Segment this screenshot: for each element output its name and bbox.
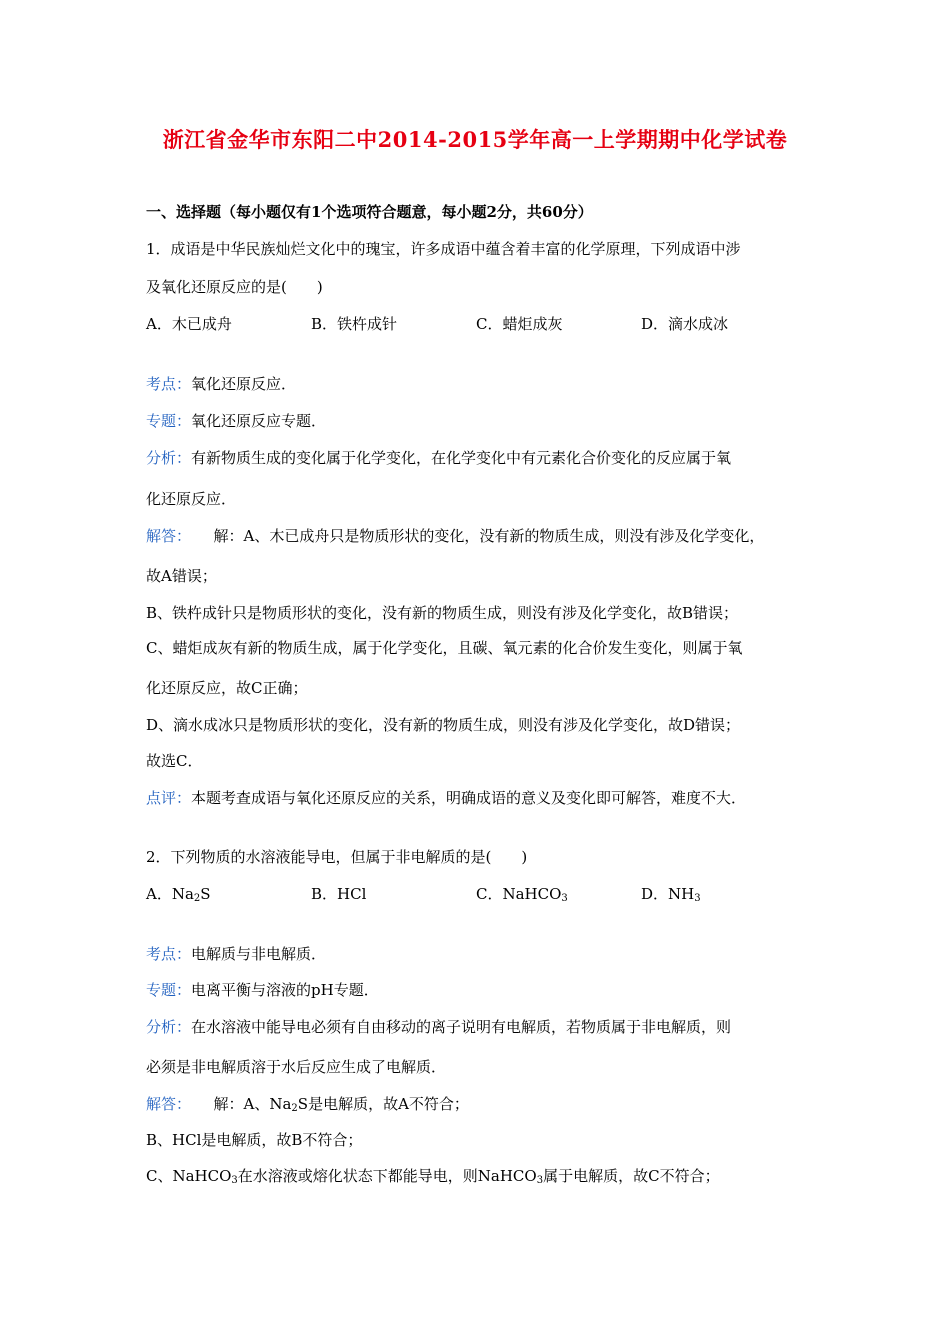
q2-stem: 2．下列物质的水溶液能导电，但属于非电解质的是( ) [146, 848, 528, 866]
q1-jieda-line5: 化还原反应，故C正确； [146, 679, 308, 697]
q1-stem-line1: 1．成语是中华民族灿烂文化中的瑰宝，许多成语中蕴含着丰富的化学原理，下列成语中涉 [146, 240, 741, 258]
fenxi-label: 分析： [146, 449, 192, 467]
q1-option-c: C．蜡炬成灰 [476, 315, 563, 333]
jieda-label: 解答： [146, 527, 184, 545]
q1-option-b: B．铁杵成针 [311, 315, 398, 333]
q2-fenxi-line1 [146, 1017, 731, 1037]
fenxi-text: 在水溶液中能导电必须有自由移动的离子说明有电解质，若物质属于非电解质，则 [191, 1018, 732, 1036]
kaodian-text: 电解质与非电解质． [191, 945, 327, 963]
q2-kaodian [146, 944, 326, 964]
q1-jieda-line2: 故A错误； [146, 567, 217, 585]
zhuanti-label: 专题： [146, 412, 192, 430]
q1-option-d: D．滴水成冰 [641, 315, 729, 333]
page-title: 浙江省金华市东阳二中2014-2015学年高一上学期期中化学试卷 [162, 127, 788, 152]
q2-fenxi-line2: 必须是非电解质溶于水后反应生成了电解质． [146, 1058, 447, 1076]
q1-jieda-line4: C、蜡炬成灰有新的物质生成，属于化学变化，且碳、氧元素的化合价发生变化，则属于氧 [146, 639, 743, 657]
q1-jieda-line7: 故选C． [146, 752, 203, 770]
q1-stem-line2: 及氧化还原反应的是( ) [146, 278, 323, 296]
q1-jieda-line6: D、滴水成冰只是物质形状的变化，没有新的物质生成，则没有涉及化学变化，故D错误； [146, 716, 741, 734]
q2-option-c: C．NaHCO$_3$ [476, 885, 568, 904]
q1-jieda-line1 [146, 526, 764, 546]
zhuanti-text: 电离平衡与溶液的pH专题． [191, 981, 379, 999]
zhuanti-text: 氧化还原反应专题． [191, 412, 327, 430]
q2-option-b: B．HCl [311, 885, 367, 903]
q2-jieda-line3: C、NaHCO$_3$在水溶液或熔化状态下都能导电，则NaHCO$_3$属于电解质，故C不符合； [146, 1167, 720, 1186]
q1-dianping [146, 788, 746, 808]
q2-jieda-line1: 解答： 解：A、$Na_2S$是电解质，故A不符合； [146, 1095, 469, 1114]
section-heading: 一、选择题（每小题仅有1个选项符合题意，每小题2分，共60分） [146, 203, 593, 221]
q1-zhuanti [146, 411, 326, 431]
dianping-text: 本题考查成语与氧化还原反应的关系，明确成语的意义及变化即可解答，难度不大． [191, 789, 747, 807]
kaodian-label: 考点： [146, 375, 192, 393]
jieda-label: 解答： [146, 1095, 184, 1113]
q1-jieda-line3: B、铁杵成针只是物质形状的变化，没有新的物质生成，则没有涉及化学变化，故B错误； [146, 604, 739, 622]
q2-option-d: D．$NH_3$ [641, 885, 701, 904]
kaodian-text: 氧化还原反应． [191, 375, 297, 393]
q1-fenxi-line1 [146, 448, 731, 468]
q1-kaodian [146, 374, 296, 394]
dianping-label: 点评： [146, 789, 192, 807]
q2-option-a: A．$Na_2S$ [146, 885, 211, 904]
q1-fenxi-line2: 化还原反应． [146, 490, 237, 508]
q2-jieda-line2: B、HCl是电解质，故B不符合； [146, 1131, 363, 1149]
jieda-text: 解：A、木已成舟只是物质形状的变化，没有新的物质生成，则没有涉及化学变化， [183, 527, 765, 545]
fenxi-text: 有新物质生成的变化属于化学变化，在化学变化中有元素化合价变化的反应属于氧 [191, 449, 732, 467]
fenxi-label: 分析： [146, 1018, 192, 1036]
q1-option-a: A．木已成舟 [146, 315, 232, 333]
kaodian-label: 考点： [146, 945, 192, 963]
q2-zhuanti [146, 980, 379, 1000]
zhuanti-label: 专题： [146, 981, 192, 999]
